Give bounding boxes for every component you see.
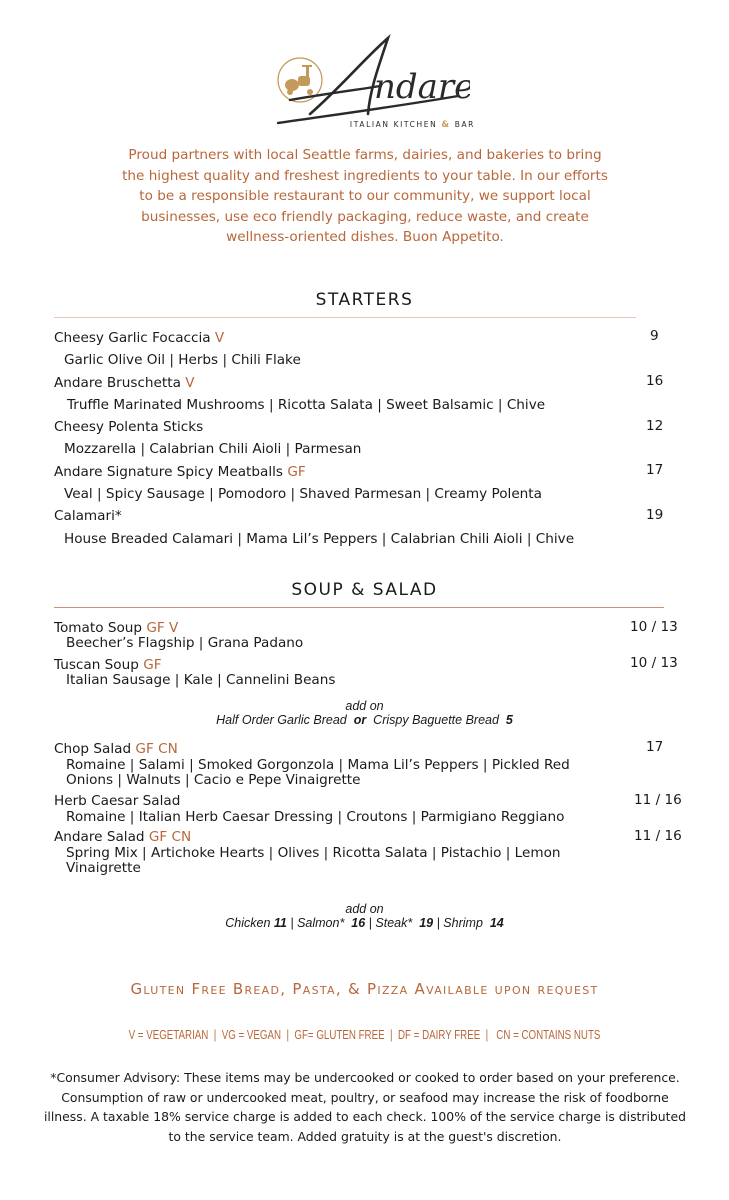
menu-item-name: Tomato Soup GF V	[54, 620, 179, 636]
menu-item-desc: Vinaigrette	[66, 860, 141, 876]
menu-item-desc: Romaine | Salami | Smoked Gorgonzola | Mama Lil’s Peppers | Pickled Red	[66, 757, 570, 773]
menu-item-desc: Onions | Walnuts | Cacio e Pepe Vinaigrette	[66, 772, 361, 788]
logo-wordmark: ndare	[374, 67, 470, 107]
menu-item-price: 17	[646, 739, 664, 755]
menu-item-name: Andare Salad GF CN	[54, 829, 192, 845]
dietary-legend: V = VEGETARIAN | VG = VEGAN | GF= GLUTEN FREE | DF = DAIRY FREE | CN = CONTAINS NUTS	[128, 1028, 601, 1042]
menu-item-name: Tuscan Soup GF	[54, 657, 162, 673]
intro-paragraph: Proud partners with local Seattle farms, dairies, and bakeries to bring the highest quality and freshest ingredients to your table. In our efforts to be a responsible restaurant to our community, we support local businesses, use eco friendly packaging, reduce waste, and create wellness-oriented dishes. Buon Appetito.	[122, 147, 608, 245]
menu-item-desc: House Breaded Calamari | Mama Lil’s Peppers | Calabrian Chili Aioli | Chive	[64, 531, 575, 547]
menu-item-price: 16	[646, 373, 664, 389]
section-divider	[54, 607, 664, 608]
menu-item-name: Calamari*	[54, 508, 122, 524]
menu-item-price: 10 / 13	[630, 619, 678, 635]
menu-item-name: Cheesy Polenta Sticks	[54, 419, 204, 435]
menu-item-price: 19	[646, 507, 664, 523]
menu-item-price: 11 / 16	[634, 828, 682, 844]
salad-addon: add on Chicken 11 | Salmon* 16 | Steak* 19 | Shrimp 14	[225, 902, 504, 930]
menu-item-desc: Romaine | Italian Herb Caesar Dressing | Croutons | Parmigiano Reggiano	[66, 809, 565, 825]
menu-item-price: 9	[650, 328, 659, 344]
menu-item-price: 11 / 16	[634, 792, 682, 808]
section-divider	[54, 317, 636, 318]
menu-item-desc: Spring Mix | Artichoke Hearts | Olives | Ricotta Salata | Pistachio | Lemon	[66, 845, 561, 861]
menu-item-name: Cheesy Garlic Focaccia V	[54, 330, 225, 346]
menu-item-desc: Garlic Olive Oil | Herbs | Chili Flake	[64, 352, 301, 368]
menu-item-name: Herb Caesar Salad	[54, 793, 181, 809]
andare-logo	[270, 28, 470, 133]
gluten-free-note: Gluten Free Bread, Pasta, & Pizza Available upon request	[130, 980, 599, 998]
menu-item-price: 17	[646, 462, 664, 478]
menu-item-name: Andare Signature Spicy Meatballs GF	[54, 464, 306, 480]
section-title-starters: STARTERS	[315, 290, 414, 310]
soup-addon: add on Half Order Garlic Bread or Crispy Baguette Bread 5	[216, 699, 513, 727]
menu-item-price: 12	[646, 418, 664, 434]
logo-tagline: ITALIAN KITCHEN & BAR	[349, 120, 475, 130]
menu-item-name: Chop Salad GF CN	[54, 741, 178, 757]
consumer-advisory: *Consumer Advisory: These items may be undercooked or cooked to order based on your preference. Consumption of raw or undercooked meat, poultry, or seafood may increase the risk of foodborne illness. A taxable 18% service charge is added to each check. 100% of the service charge is distributed to the service team. Added gratuity is at the guest's discretion.	[43, 1070, 686, 1144]
menu-item-desc: Veal | Spicy Sausage | Pomodoro | Shaved Parmesan | Creamy Polenta	[64, 486, 542, 502]
section-title-soup-salad: SOUP & SALAD	[291, 580, 438, 600]
scooter-emblem-icon	[270, 28, 470, 133]
menu-item-desc: Italian Sausage | Kale | Cannelini Beans	[66, 672, 336, 688]
menu-item-name: Andare Bruschetta V	[54, 375, 195, 391]
menu-item-price: 10 / 13	[630, 655, 678, 671]
menu-item-desc: Truffle Marinated Mushrooms | Ricotta Salata | Sweet Balsamic | Chive	[67, 397, 546, 413]
menu-item-desc: Mozzarella | Calabrian Chili Aioli | Parmesan	[64, 441, 362, 457]
menu-item-desc: Beecher’s Flagship | Grana Padano	[66, 635, 304, 651]
